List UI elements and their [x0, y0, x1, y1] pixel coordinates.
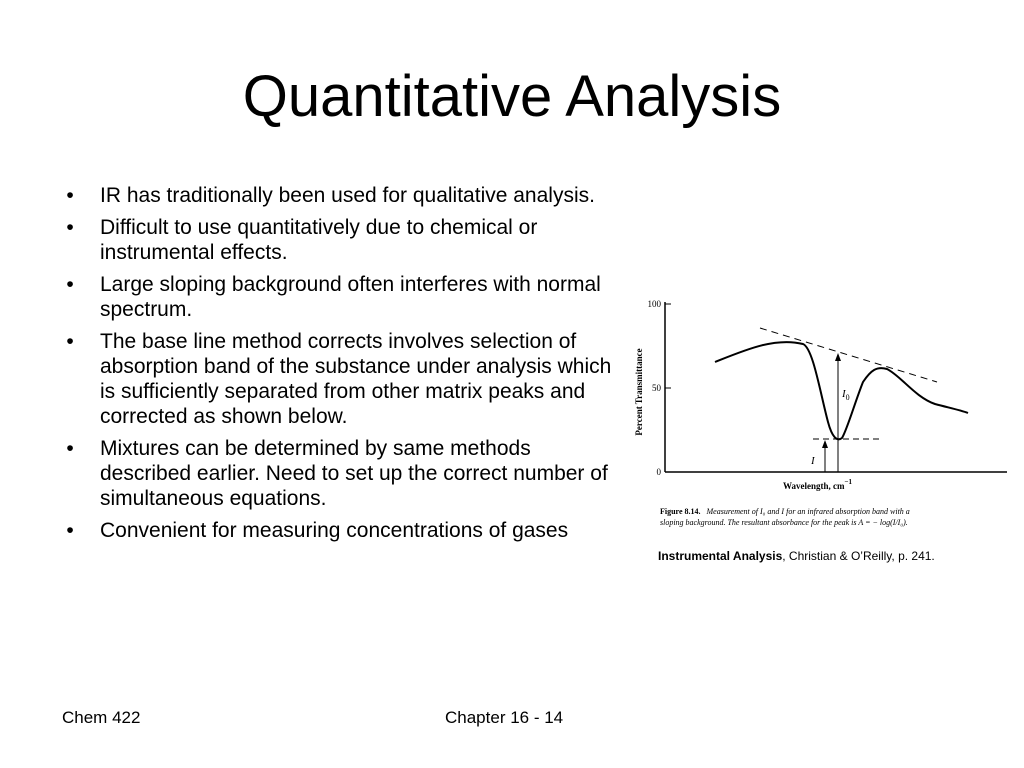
- list-item: [60, 518, 620, 543]
- bullet-list: [60, 183, 620, 550]
- bullet-text: Large sloping background often interferes with normal spectrum.: [100, 273, 601, 321]
- figure-caption-line-1: [660, 507, 910, 516]
- bullet-symbol: •: [66, 216, 74, 239]
- source-book-title: Instrumental Analysis: [658, 549, 783, 563]
- spectrum-plot: [625, 292, 1010, 532]
- i0-arrowhead: [835, 353, 841, 361]
- i-label: I: [811, 455, 815, 467]
- list-item: [60, 183, 620, 208]
- bullet-text: Difficult to use quantitatively due to chemical or instrumental effects.: [100, 216, 538, 264]
- y-tick-label-50: 50: [652, 383, 661, 393]
- y-axis-label: Percent Transmittance: [634, 348, 644, 436]
- bullet-symbol: •: [66, 184, 74, 207]
- ir-spectrum-figure: [625, 292, 1010, 532]
- source-citation: [658, 549, 1018, 564]
- list-item: [60, 436, 620, 511]
- figure-caption-line-2: sloping background. The resultant absorbance for the peak is A = − log(I/I₀).: [660, 518, 908, 527]
- y-tick-label-0: 0: [656, 467, 661, 477]
- i0-letter: I: [842, 388, 846, 400]
- footer-course: Chem 422: [62, 708, 141, 727]
- list-item: [60, 215, 620, 265]
- bullet-symbol: •: [66, 330, 74, 353]
- bullet-symbol: •: [66, 273, 74, 296]
- bullet-symbol: •: [66, 437, 74, 460]
- source-details: , Christian & O’Reilly, p. 241.: [782, 549, 935, 563]
- list-item: [60, 329, 620, 429]
- bullet-text: Convenient for measuring concentrations of gases: [100, 519, 569, 542]
- bullet-text: IR has traditionally been used for qualitative analysis.: [100, 184, 595, 207]
- figure-caption-text-1: Measurement of I₀ and I for an infrared absorption band with a: [706, 507, 910, 516]
- x-axis-label: [783, 478, 852, 491]
- x-axis-label-exponent: −1: [844, 478, 852, 486]
- x-axis-label-text: Wavelength, cm: [783, 481, 845, 491]
- slide-title: Quantitative Analysis: [242, 64, 782, 129]
- i0-subscript: 0: [845, 393, 850, 402]
- bullet-text: The base line method corrects involves selection of absorption band of the substance under analysis which is sufficiently separated from other matrix peaks and corrected as shown below.: [100, 330, 612, 428]
- sloping-baseline: [760, 328, 937, 382]
- i-arrowhead: [822, 440, 828, 448]
- bullet-symbol: •: [66, 519, 74, 542]
- footer-page-number: Chapter 16 - 14: [445, 708, 564, 727]
- figure-number: Figure 8.14.: [660, 507, 701, 516]
- i0-label: [841, 388, 850, 402]
- y-tick-label-100: 100: [647, 299, 661, 309]
- bullet-text: Mixtures can be determined by same methods described earlier. Need to set up the correct number of simultaneous equations.: [100, 437, 608, 510]
- list-item: [60, 272, 620, 322]
